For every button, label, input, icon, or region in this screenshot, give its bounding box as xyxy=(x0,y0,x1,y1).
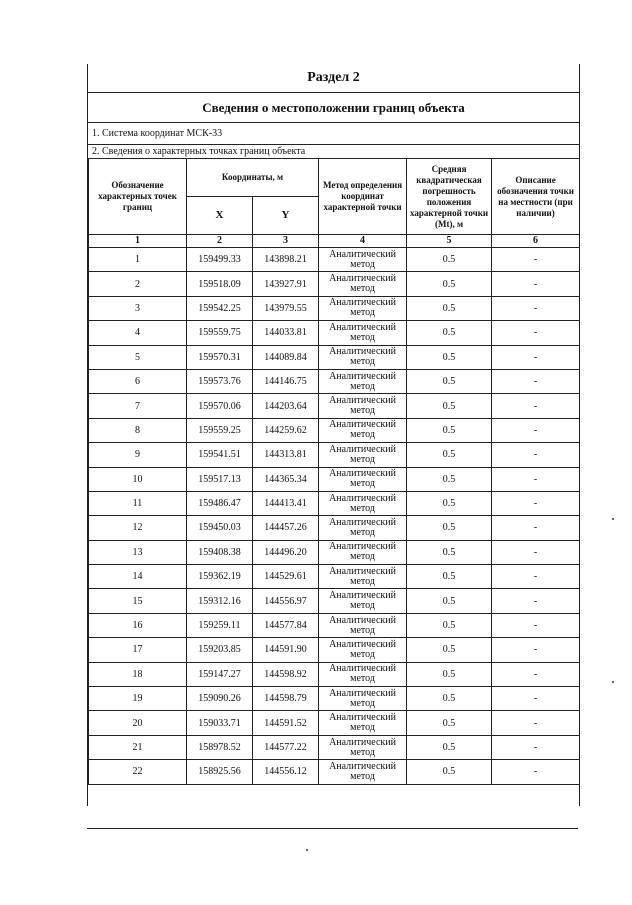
col-header-x: X xyxy=(187,197,253,235)
document-frame xyxy=(87,64,580,806)
y-coordinate-cell: 144365.34 xyxy=(253,467,319,491)
y-coordinate-cell: 144496.20 xyxy=(253,540,319,564)
table-row xyxy=(89,394,580,418)
x-coordinate-cell: 159147.27 xyxy=(187,662,253,686)
stray-dot xyxy=(306,849,308,851)
table-row xyxy=(89,613,580,637)
y-coordinate-cell: 144556.97 xyxy=(253,589,319,613)
point-number-cell: 7 xyxy=(89,394,187,418)
accuracy-cell: 0.5 xyxy=(407,613,492,637)
table-row xyxy=(89,589,580,613)
method-cell: Аналитический метод xyxy=(319,638,407,662)
column-number: 6 xyxy=(492,235,580,248)
point-number-cell: 6 xyxy=(89,369,187,393)
y-coordinate-cell: 144259.62 xyxy=(253,418,319,442)
x-coordinate-cell: 158925.56 xyxy=(187,760,253,784)
accuracy-cell: 0.5 xyxy=(407,467,492,491)
description-cell: - xyxy=(492,296,580,320)
method-cell: Аналитический метод xyxy=(319,662,407,686)
accuracy-cell: 0.5 xyxy=(407,516,492,540)
y-coordinate-cell: 144203.64 xyxy=(253,394,319,418)
accuracy-cell: 0.5 xyxy=(407,491,492,515)
y-coordinate-cell: 144313.81 xyxy=(253,443,319,467)
point-number-cell: 3 xyxy=(89,296,187,320)
table-row xyxy=(89,516,580,540)
table-row xyxy=(89,321,580,345)
section-heading: Сведения о местоположении границ объекта xyxy=(88,92,579,122)
method-cell: Аналитический метод xyxy=(319,540,407,564)
accuracy-cell: 0.5 xyxy=(407,248,492,272)
description-cell: - xyxy=(492,711,580,735)
table-row xyxy=(89,272,580,296)
method-cell: Аналитический метод xyxy=(319,248,407,272)
table-row xyxy=(89,735,580,759)
description-cell: - xyxy=(492,662,580,686)
accuracy-cell: 0.5 xyxy=(407,711,492,735)
accuracy-cell: 0.5 xyxy=(407,443,492,467)
column-number: 1 xyxy=(89,235,187,248)
point-number-cell: 4 xyxy=(89,321,187,345)
table-row xyxy=(89,418,580,442)
point-number-cell: 18 xyxy=(89,662,187,686)
accuracy-cell: 0.5 xyxy=(407,760,492,784)
accuracy-cell: 0.5 xyxy=(407,589,492,613)
description-cell: - xyxy=(492,467,580,491)
point-number-cell: 5 xyxy=(89,345,187,369)
table-row xyxy=(89,687,580,711)
table-row xyxy=(89,565,580,589)
accuracy-cell: 0.5 xyxy=(407,638,492,662)
table-row xyxy=(89,662,580,686)
section-title: Раздел 2 xyxy=(307,70,360,85)
accuracy-cell: 0.5 xyxy=(407,565,492,589)
method-cell: Аналитический метод xyxy=(319,589,407,613)
accuracy-cell: 0.5 xyxy=(407,321,492,345)
accuracy-cell: 0.5 xyxy=(407,418,492,442)
y-coordinate-cell: 144033.81 xyxy=(253,321,319,345)
point-number-cell: 8 xyxy=(89,418,187,442)
method-cell: Аналитический метод xyxy=(319,491,407,515)
point-number-cell: 20 xyxy=(89,711,187,735)
x-coordinate-cell: 159362.19 xyxy=(187,565,253,589)
description-cell: - xyxy=(492,418,580,442)
x-coordinate-cell: 159408.38 xyxy=(187,540,253,564)
y-coordinate-cell: 144556.12 xyxy=(253,760,319,784)
x-coordinate-cell: 159450.03 xyxy=(187,516,253,540)
x-coordinate-cell: 159541.51 xyxy=(187,443,253,467)
accuracy-cell: 0.5 xyxy=(407,662,492,686)
description-cell: - xyxy=(492,394,580,418)
table-row xyxy=(89,491,580,515)
y-coordinate-cell: 144591.90 xyxy=(253,638,319,662)
description-cell: - xyxy=(492,491,580,515)
point-number-cell: 17 xyxy=(89,638,187,662)
point-number-cell: 16 xyxy=(89,613,187,637)
col-header-coordinates: Координаты, м xyxy=(187,159,319,197)
description-cell: - xyxy=(492,540,580,564)
point-number-cell: 13 xyxy=(89,540,187,564)
description-cell: - xyxy=(492,613,580,637)
col-header-designation: Обозначение характерных точек границ xyxy=(89,159,187,235)
col-header-accuracy: Средняя квадратическая погрешность положения характерной точки (Mt), м xyxy=(407,159,492,235)
point-number-cell: 21 xyxy=(89,735,187,759)
column-number: 3 xyxy=(253,235,319,248)
x-coordinate-cell: 159518.09 xyxy=(187,272,253,296)
x-coordinate-cell: 159559.25 xyxy=(187,418,253,442)
point-number-cell: 11 xyxy=(89,491,187,515)
y-coordinate-cell: 144598.79 xyxy=(253,687,319,711)
accuracy-cell: 0.5 xyxy=(407,296,492,320)
column-numbers-row xyxy=(89,235,580,248)
accuracy-cell: 0.5 xyxy=(407,687,492,711)
x-coordinate-cell: 159542.25 xyxy=(187,296,253,320)
x-coordinate-cell: 159486.47 xyxy=(187,491,253,515)
method-cell: Аналитический метод xyxy=(319,394,407,418)
table-row xyxy=(89,248,580,272)
method-cell: Аналитический метод xyxy=(319,418,407,442)
points-title: 2. Сведения о характерных точках границ объекта xyxy=(88,144,579,158)
x-coordinate-cell: 159259.11 xyxy=(187,613,253,637)
point-number-cell: 1 xyxy=(89,248,187,272)
accuracy-cell: 0.5 xyxy=(407,272,492,296)
y-coordinate-cell: 144529.61 xyxy=(253,565,319,589)
method-cell: Аналитический метод xyxy=(319,613,407,637)
point-number-cell: 2 xyxy=(89,272,187,296)
col-header-method: Метод определения координат характерной точки xyxy=(319,159,407,235)
column-number: 4 xyxy=(319,235,407,248)
method-cell: Аналитический метод xyxy=(319,272,407,296)
accuracy-cell: 0.5 xyxy=(407,735,492,759)
x-coordinate-cell: 159559.75 xyxy=(187,321,253,345)
method-cell: Аналитический метод xyxy=(319,735,407,759)
y-coordinate-cell: 144591.52 xyxy=(253,711,319,735)
description-cell: - xyxy=(492,638,580,662)
accuracy-cell: 0.5 xyxy=(407,369,492,393)
table-row xyxy=(89,540,580,564)
column-number: 5 xyxy=(407,235,492,248)
description-cell: - xyxy=(492,248,580,272)
method-cell: Аналитический метод xyxy=(319,321,407,345)
x-coordinate-cell: 159570.06 xyxy=(187,394,253,418)
col-header-y: Y xyxy=(253,197,319,235)
description-cell: - xyxy=(492,345,580,369)
method-cell: Аналитический метод xyxy=(319,760,407,784)
description-cell: - xyxy=(492,321,580,345)
method-cell: Аналитический метод xyxy=(319,516,407,540)
description-cell: - xyxy=(492,589,580,613)
y-coordinate-cell: 143979.55 xyxy=(253,296,319,320)
description-cell: - xyxy=(492,687,580,711)
description-cell: - xyxy=(492,272,580,296)
x-coordinate-cell: 159203.85 xyxy=(187,638,253,662)
y-coordinate-cell: 143898.21 xyxy=(253,248,319,272)
accuracy-cell: 0.5 xyxy=(407,345,492,369)
accuracy-cell: 0.5 xyxy=(407,394,492,418)
x-coordinate-cell: 159090.26 xyxy=(187,687,253,711)
description-cell: - xyxy=(492,516,580,540)
table-row xyxy=(89,760,580,784)
x-coordinate-cell: 159570.31 xyxy=(187,345,253,369)
bottom-rule xyxy=(87,828,578,829)
point-number-cell: 22 xyxy=(89,760,187,784)
table-row xyxy=(89,711,580,735)
method-cell: Аналитический метод xyxy=(319,711,407,735)
table-row xyxy=(89,345,580,369)
col-header-description: Описание обозначения точки на местности (при наличии) xyxy=(492,159,580,235)
method-cell: Аналитический метод xyxy=(319,369,407,393)
stray-dot xyxy=(612,681,614,683)
method-cell: Аналитический метод xyxy=(319,443,407,467)
x-coordinate-cell: 159573.76 xyxy=(187,369,253,393)
table-row xyxy=(89,638,580,662)
stray-dot xyxy=(612,518,614,520)
point-number-cell: 15 xyxy=(89,589,187,613)
point-number-cell: 14 xyxy=(89,565,187,589)
y-coordinate-cell: 144577.22 xyxy=(253,735,319,759)
method-cell: Аналитический метод xyxy=(319,467,407,491)
description-cell: - xyxy=(492,565,580,589)
method-cell: Аналитический метод xyxy=(319,345,407,369)
table-row xyxy=(89,369,580,393)
point-number-cell: 9 xyxy=(89,443,187,467)
x-coordinate-cell: 158978.52 xyxy=(187,735,253,759)
point-number-cell: 19 xyxy=(89,687,187,711)
method-cell: Аналитический метод xyxy=(319,565,407,589)
description-cell: - xyxy=(492,735,580,759)
y-coordinate-cell: 143927.91 xyxy=(253,272,319,296)
coordinate-system: 1. Система координат МСК-33 xyxy=(88,122,579,144)
point-number-cell: 12 xyxy=(89,516,187,540)
description-cell: - xyxy=(492,369,580,393)
description-cell: - xyxy=(492,760,580,784)
table-row xyxy=(89,443,580,467)
method-cell: Аналитический метод xyxy=(319,296,407,320)
point-number-cell: 10 xyxy=(89,467,187,491)
x-coordinate-cell: 159517.13 xyxy=(187,467,253,491)
y-coordinate-cell: 144598.92 xyxy=(253,662,319,686)
column-number: 2 xyxy=(187,235,253,248)
y-coordinate-cell: 144577.84 xyxy=(253,613,319,637)
method-cell: Аналитический метод xyxy=(319,687,407,711)
table-row xyxy=(89,467,580,491)
x-coordinate-cell: 159312.16 xyxy=(187,589,253,613)
y-coordinate-cell: 144089.84 xyxy=(253,345,319,369)
accuracy-cell: 0.5 xyxy=(407,540,492,564)
y-coordinate-cell: 144146.75 xyxy=(253,369,319,393)
y-coordinate-cell: 144457.26 xyxy=(253,516,319,540)
table-row xyxy=(89,296,580,320)
x-coordinate-cell: 159033.71 xyxy=(187,711,253,735)
y-coordinate-cell: 144413.41 xyxy=(253,491,319,515)
description-cell: - xyxy=(492,443,580,467)
boundary-points-table xyxy=(88,158,580,785)
x-coordinate-cell: 159499.33 xyxy=(187,248,253,272)
